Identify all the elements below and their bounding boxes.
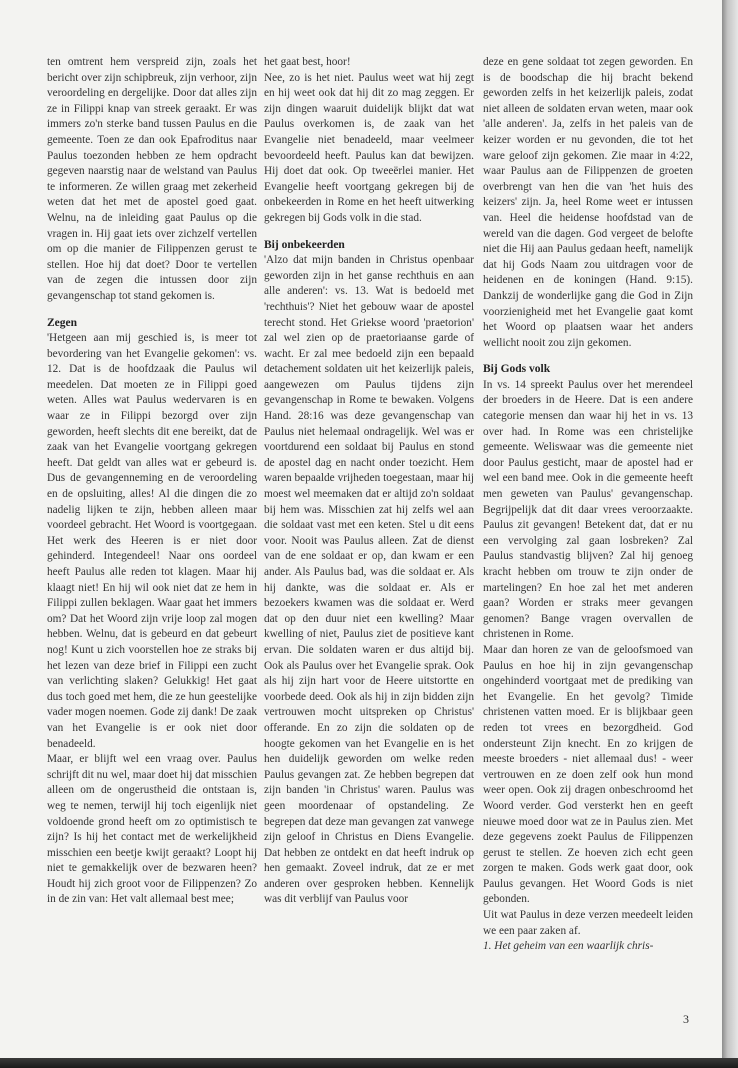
paragraph: het gaat best, hoor! xyxy=(264,56,351,68)
paragraph: Nee, zo is het niet. Paulus weet wat hij zegt en hij weet ook dat hij dit zo mag zeggen. Er zijn dingen waaruit duidelijk blijkt dat wat Paulus overkomen is, de zaak van het Evangelie niet benadeeld, maar veelmeer bevoordeeld heeft. Paulus kan dat bewijzen. Hij doet dat ook. Op tweeërlei manier. Het Evangelie heeft voortgang gekregen bij de onbekeerden in Rome en het heeft uitwerking gekregen bij Gods volk in die stad. xyxy=(264,71,474,224)
paragraph-italic: 1. Het geheim van een waarlijk chris- xyxy=(483,940,654,953)
text-column-2 xyxy=(264,55,474,908)
section-heading-zegen: Zegen xyxy=(47,316,78,329)
paragraph: deze en gene soldaat tot zegen geworden. En is de boodschap die hij bracht bekend geworden zelfs in het keizerlijk paleis, zodat niet alleen de soldaten ervan weten, maar ook 'alle anderen'. Ja, zelfs in het paleis van de keizer worden er nu gevonden, die tot het ware geloof zijn gekomen. Zie maar in 4:22, waar Paulus aan de Filippenzen de groeten overbrengt van hen die van 'het huis des keizers' zijn. Ja, heel Rome weet er intussen van. Heel die heidense hoofdstad van de wereld van die dagen. God vergeet de belofte niet die Hij aan Paulus gedaan heeft, namelijk dat hij Gods Naam zou uitdragen voor de heidenen en de koningen (Hand. 9:15). Dankzij de wonderlijke gang die God in Zijn voorzienigheid met het Evangelie gaat komt het Woord op plaatsen waar het anders wellicht nooit zou zijn gekomen. xyxy=(483,56,693,349)
section-heading-bij-gods-volk: Bij Gods volk xyxy=(483,363,551,376)
paragraph: Uit wat Paulus in deze verzen meedeelt leiden we een paar zaken af. xyxy=(483,909,693,937)
section-heading-bij-onbekeerden: Bij onbekeerden xyxy=(264,238,345,251)
paragraph: 'Hetgeen aan mij geschied is, is meer tot bevordering van het Evangelie gekomen': vs. 12. Dat is de hoofdzaak die Paulus wil meedelen. Dat moeten ze in Filippi goed weten. Alles wat Paulus wedervaren is en waar ze in Filippi bezorgd over zijn geworden, heeft slechts dit ene bereikt, dat de zaak van het Evangelie voortgang gekregen heeft. Dat geldt van alles wat er gebeurd is. Dus de gevangenneming en de veroordeling en de opsluiting, alles! Al die dingen die zo nadelig lijken te zijn, hebben alleen maar voordeel gebracht. Het Woord is voortgegaan. Het werk des Heeren is er niet door gehinderd. Integendeel! Naar ons oordeel heeft Paulus alle reden tot klagen. Maar hij klaagt niet! En hij wil ook niet dat ze hem in Filippi zullen beklagen. Waar gaat het immers om? Dat het Woord zijn vrije loop zal mogen hebben. Welnu, dat is gebeurd en dat gebeurt nog! Kunt u zich voorstellen hoe ze straks bij het lezen van deze brief in Filippi een zucht van verlichting slaken? Gelukkig! Het gaat dus toch goed met hem, die ze hun geestelijke vader mogen noemen. Gode zij dank! De zaak van het Evangelie is er ook niet door benadeeld. xyxy=(47,332,257,750)
paragraph: ten omtrent hem verspreid zijn, zoals het bericht over zijn schipbreuk, zijn verhoor, zijn veroordeling en dergelijke. Door dat alles zijn ze in Filippi knap van streek geraakt. Er was immers zo'n sterke band tussen Paulus en die gemeente. Toen ze dan ook Epafroditus naar Paulus toezonden hebben ze hem opdracht gegeven naarstig naar de welstand van Paulus te informeren. Ze willen graag met zekerheid weten dat het met de apostel goed gaat. Welnu, na de inleiding gaat Paulus op die vragen in. Hij gaat iets over zichzelf vertellen om op die manier de Filippenzen gerust te stellen. Hoe hij dat doet? Door te vertellen van de zegen die intussen door zijn gevangenschap tot stand gekomen is. xyxy=(47,56,257,302)
page-number: 3 xyxy=(683,1012,689,1026)
scan-page-edge-bottom xyxy=(0,1058,738,1068)
scan-page-edge-right xyxy=(722,0,738,1068)
paragraph: Maar dan horen ze van de geloofsmoed van Paulus en hoe hij in zijn gevangenschap ongehinderd voortgaat met de prediking van het Evangelie. En het gevolg? Timide christenen vatten moed. Er is blijkbaar geen reden tot vrees en bezorgdheid. God ondersteunt Zijn knecht. En zo krijgen de meeste broeders - niet allemaal dus! - weer vertrouwen en ze doen zelf ook hun mond weer open. Ook zij dragen onbeschroomd het Woord verder. God versterkt hen en geeft nieuwe moed door wat ze in Paulus zien. Met deze gegevens zoekt Paulus de Filippenzen gerust te stellen. Ze hoeven zich echt geen zorgen te maken. Gods werk gaat door, ook Paulus gevangen. Het Woord Gods is niet gebonden. xyxy=(483,643,693,906)
paragraph: In vs. 14 spreekt Paulus over het merendeel der broeders in de Heere. Dat is een andere categorie mensen dan waar hij het in vs. 13 over had. In Rome was een christelijke gemeente. Weliswaar was die gemeente niet door Paulus gesticht, maar de apostel had er wel een band mee. Ook in die gemeente heeft men geweten van Paulus' gevangenschap. Begrijpelijk dat dit daar vrees veroorzaakte. Paulus zit gevangen! Betekent dat, dat er nu een vervolging zal gaan losbreken? Zal Paulus standvastig blijven? Zal hij genoeg kracht hebben om trouw te zijn onder de martelingen? En hoe zal het met anderen gaan? Worden er straks meer gevangen genomen? Bange vragen overvallen de christenen in Rome. xyxy=(483,378,693,641)
paragraph: 'Alzo dat mijn banden in Christus openbaar geworden zijn in het ganse rechthuis en aan alle anderen': vs. 13. Wat is bedoeld met 'rechthuis'? Niet het gebouw waar de apostel terecht stond. Het Griekse woord 'praetorion' zal wel zien op de praetoriaanse garde of wacht. Er zal mee bedoeld zijn een bepaald detachement soldaten uit het keizerlijk paleis, aangewezen om Paulus tijdens zijn gevangenschap in Rome te bewaken. Volgens Hand. 28:16 was deze gevangenschap van Paulus niet helemaal ondragelijk. Wel was er voortdurend een soldaat bij Paulus en stond de apostel dag en nacht onder toezicht. Hem waren bepaalde vrijheden toegestaan, maar hij moest wel meemaken dat er altijd zo'n soldaat bij hem was. Misschien zat hij zelfs wel aan die soldaat vast met een keten. Stel u dit eens voor. Nooit was Paulus alleen. Zat de dienst van de ene soldaat er op, dan kwam er een ander. Als Paulus bad, was die soldaat er. Als hij dankte, was die soldaat er. Als er bezoekers kwamen was die soldaat er. Werd dat op den duur niet een kwelling? Maar kwelling of niet, Paulus ziet de positieve kant ervan. Die soldaten waren er dus altijd bij. Ook als Paulus over het Evangelie sprak. Ook als hij zijn hart voor de Heere uitstortte en voorbede deed. Ook als hij in zijn bidden zijn vertrouwen mocht uitspreken op Christus' offerande. En zo zijn die soldaten op de hoogte gekomen van het Evangelie en is het hen duidelijk geworden om welke reden Paulus gevangen zat. Ze hebben begrepen dat zijn banden 'in Christus' waren. Paulus was geen moordenaar of opstandeling. Ze begrepen dat deze man gevangen zat vanwege zijn geloof in Christus en Diens Evangelie. Dat hebben ze ontdekt en dat heeft indruk op hen gemaakt. Zoveel indruk, dat ze er met anderen over gesproken hebben. Kennelijk was dit verblijf van Paulus voor xyxy=(264,254,474,906)
text-column-1 xyxy=(47,55,257,908)
paragraph: Maar, er blijft wel een vraag over. Paulus schrijft dit nu wel, maar doet hij dat misschien alleen om de ongerustheid die ontstaan is, weg te nemen, terwijl hij toch eigenlijk niet voldoende grond heeft om zo optimistisch te zijn? Is hij het contact met de werkelijkheid misschien een beetje kwijt geraakt? Loopt hij niet te gemakkelijk over de bezwaren heen? Houdt hij zich groot voor de Filippenzen? Zo in de zin van: Het valt allemaal best mee; xyxy=(47,753,257,906)
text-column-3 xyxy=(483,55,693,955)
